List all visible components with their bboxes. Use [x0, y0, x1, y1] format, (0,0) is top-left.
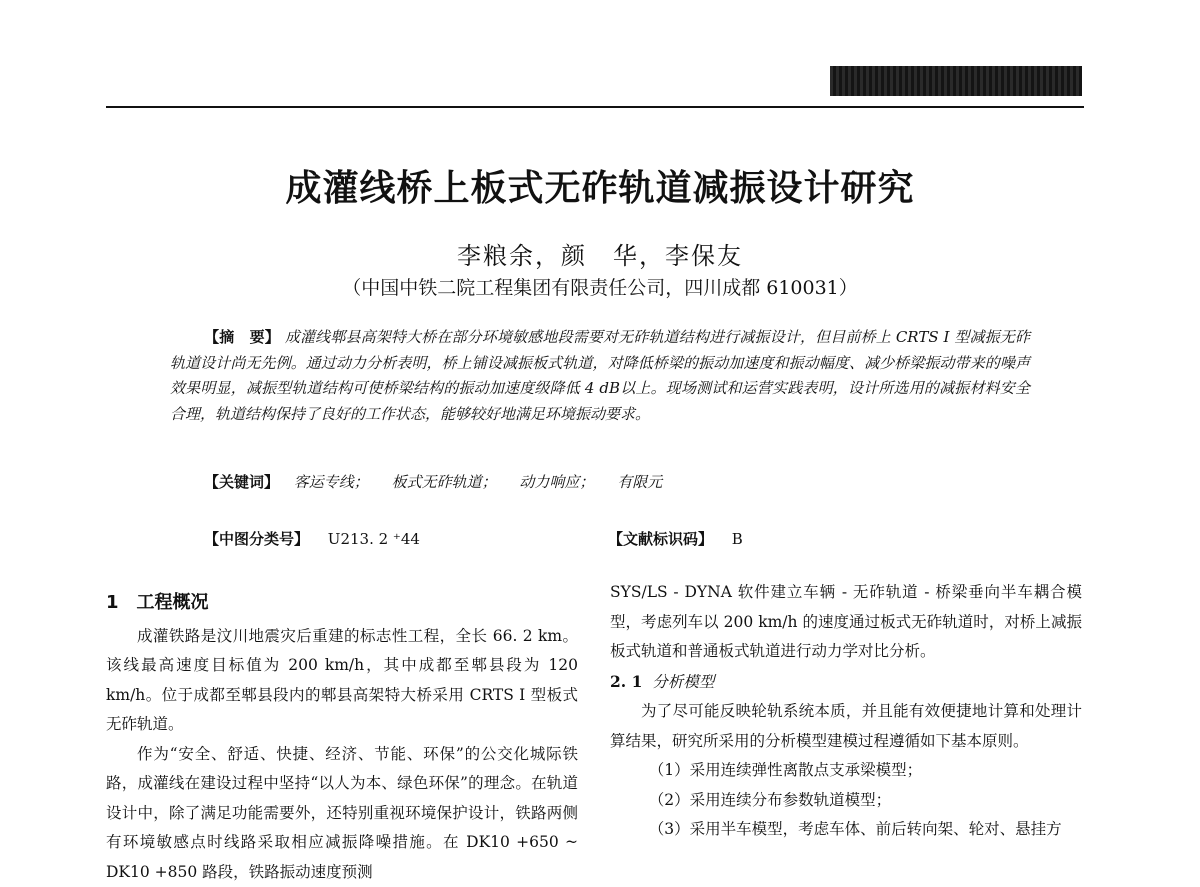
abstract-text: 成灌线郫县高架特大桥在部分环境敏感地段需要对无砟轨道结构进行减振设计，但目前桥上 CRTS I 型减振无砟轨道设计尚无先例。通过动力分析表明，桥上铺设减振板式轨道，对降低桥梁的振动加速度和振动幅度、减少桥梁振动带来的噪声效果明显，减振型轨道结构可使桥梁结构的振动加速度级降低 4 dB以上。现场测试和运营实践表明，设计所选用的减振材料安全合理，轨道结构保持了良好的工作状态，能够较好地满足环境振动要求。: [170, 328, 1030, 423]
affiliation: （中国中铁二院工程集团有限责任公司，四川成都 610031）: [0, 273, 1200, 300]
keyword-item: 客运专线；: [294, 473, 369, 491]
keywords-label: 【关键词】: [204, 473, 279, 491]
abstract: [170, 325, 1030, 427]
doc-code-value: B: [732, 530, 743, 548]
journal-header-bar: [830, 66, 1082, 96]
keyword-item: 动力响应；: [519, 473, 594, 491]
doc-code-label: 【文献标识码】: [608, 530, 713, 548]
keywords: [204, 471, 1024, 492]
clc-label: 【中图分类号】: [204, 530, 309, 548]
left-column: [106, 588, 578, 887]
authors: 李粮余，颜 华，李保友: [0, 236, 1200, 271]
list-item: （1）采用连续弹性离散点支承梁模型；: [610, 756, 1082, 786]
section-number: 1: [106, 592, 119, 613]
list-item: （3）采用半车模型，考虑车体、前后转向架、轮对、悬挂方: [610, 815, 1082, 845]
paragraph: 为了尽可能反映轮轨系统本质，并且能有效便捷地计算和处理计算结果，研究所采用的分析模型建模过程遵循如下基本原则。: [610, 697, 1082, 756]
paragraph: 作为“安全、舒适、快捷、经济、节能、环保”的公交化城际铁路，成灌线在建设过程中坚持“以人为本、绿色环保”的理念。在轨道设计中，除了满足功能需要外，还特别重视环境保护设计，铁路两侧有环境敏感点时线路采取相应减振降噪措施。在 DK10 +650 ~ DK10 +850 路段，铁路振动速度预测: [106, 740, 578, 887]
paragraph: SYS/LS - DYNA 软件建立车辆 - 无砟轨道 - 桥梁垂向半车耦合模型，考虑列车以 200 km/h 的速度通过板式无砟轨道时，对桥上减振板式轨道和普通板式轨道进行动力学对比分析。: [610, 578, 1082, 667]
abstract-label: 【摘 要】: [204, 328, 280, 346]
section-heading: [106, 588, 578, 618]
section-title: 工程概况: [137, 592, 209, 613]
right-column: [610, 578, 1082, 845]
paper-title: 成灌线桥上板式无砟轨道减振设计研究: [0, 160, 1200, 211]
clc-number: [204, 528, 420, 549]
header-rule: [106, 106, 1084, 108]
keyword-item: 板式无砟轨道；: [392, 473, 497, 491]
document-code: [608, 528, 743, 549]
keyword-item: 有限元: [617, 473, 662, 491]
list-item: （2）采用连续分布参数轨道模型；: [610, 786, 1082, 816]
subsection-title: 分析模型: [652, 673, 714, 691]
subsection-number: 2. 1: [610, 672, 642, 691]
subsection-heading: [610, 667, 1082, 698]
clc-value: U213. 2 ⁺44: [328, 530, 420, 548]
paragraph: 成灌铁路是汶川地震灾后重建的标志性工程，全长 66. 2 km。该线最高速度目标值为 200 km/h，其中成都至郫县段为 120 km/h。位于成都至郫县段内的郫县高架特大桥采用 CRTS I 型板式无砟轨道。: [106, 622, 578, 740]
